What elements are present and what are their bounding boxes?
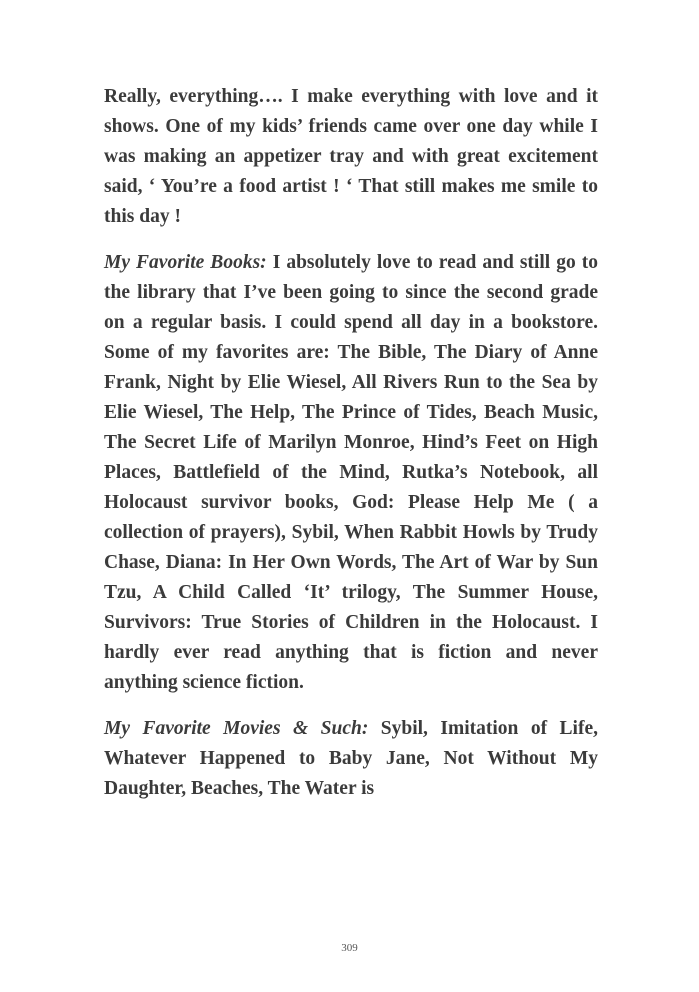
paragraph-food-artist <box>104 82 598 232</box>
body-text <box>104 82 598 820</box>
favorite-movies-heading: My Favorite Movies & Such: <box>104 718 369 739</box>
paragraph-favorite-movies <box>104 714 598 804</box>
paragraph-text: I absolutely love to read and still go to the library that I’ve been going to since the second grade on a regular basis. I could spend all day in a bookstore. Some of my favorites are: The Bible, The Diary of Anne Frank, Night by Elie Wiesel, All Rivers Run to the Sea by Elie Wiesel, The Help, The Prince of Tides, Beach Music, The Secret Life of Marilyn Monroe, Hind’s Feet on High Places, Battlefield of the Mind, Rutka’s Notebook, all Holocaust survivor books, God: Please Help Me ( a collection of prayers), Sybil, When Rabbit Howls by Trudy Chase, Diana: In Her Own Words, The Art of War by Sun Tzu, A Child Called ‘It’ trilogy, The Summer House, Survivors: True Stories of Children in the Holocaust. I hardly ever read anything that is fiction and never anything science fiction. <box>104 252 598 693</box>
paragraph-favorite-books <box>104 248 598 698</box>
paragraph-text: Really, everything…. I make everything with love and it shows. One of my kids’ friends came over one day while I was making an appetizer tray and with great excitement said, ‘ You’re a food artist ! ‘ That still makes me smile to this day ! <box>104 86 598 227</box>
page-number: 309 <box>341 942 358 954</box>
paragraph-text: Sybil, Imitation of Life, Whatever Happened to Baby Jane, Not Without My Daughter, Beaches, The Water is <box>104 718 598 799</box>
favorite-books-heading: My Favorite Books: <box>104 252 267 273</box>
